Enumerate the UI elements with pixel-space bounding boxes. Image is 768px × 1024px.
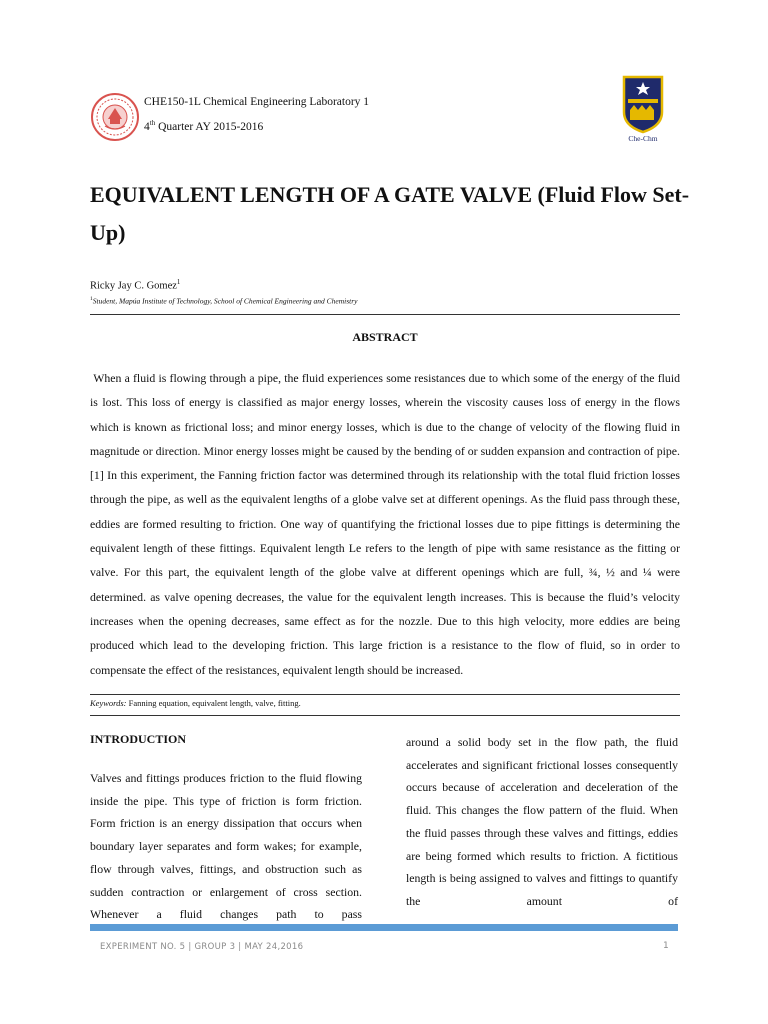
- abstract-body: [90, 366, 680, 682]
- introduction-right-column: around a solid body set in the flow path, the fluid accelerates and significant frictional losses consequently occurs because of acceleration and deceleration of the fluid. This changes the flow pattern of the fluid. When the fluid passes through these valves and fittings, eddies are being formed which results to friction. A fictitious length is being assigned to valves and fittings to quantify the amount of: [406, 735, 678, 908]
- quarter-number: 4: [144, 120, 150, 133]
- department-shield-logo: [620, 74, 666, 144]
- quarter-line: [144, 113, 369, 138]
- footer-bar: [90, 924, 678, 931]
- affiliation-text: Student, Mapúa Institute of Technology, School of Chemical Engineering and Chemistry: [92, 296, 358, 306]
- quarter-suffix: th: [149, 119, 156, 127]
- quarter-text: Quarter AY 2015-2016: [155, 120, 264, 133]
- abstract-text: When a fluid is flowing through a pipe, the fluid experiences some resistances due to which some of the energy of the fluid is lost. This loss of energy is classified as major energy losses, wherein the viscosity causes loss of energy in the flows which is known as frictional loss; and minor energy losses, which is due to the change of velocity of the flowing fluid in magnitude or direction. Minor energy losses might be caused by the bending of or sudden expansion and contraction of pipe. [1] In this experiment, the Fanning friction factor was determined through its relationship with the total fluid friction losses through the pipe, as well as the equivalent lengths of a globe valve set at different openings. As the fluid pass through these, eddies are formed resulting to friction. One way of quantifying the frictional losses due to pipe fittings is determining the equivalent length of these fittings. Equivalent length Le refers to the length of pipe with same resistance as the fitting or valve. For this part, the equivalent length of the globe valve at different openings which are full, ¾, ½ and ¼ were determined. as valve opening decreases, the value for the equivalent length increases. This is because the fluid’s velocity increases when the opening decreases, same effect as for the nozzle. Due to this high velocity, more eddies are being produced which lead to the developing friction. This large friction is a resistance to the flow of fluid, so in order to compensate the effect of the resistances, equivalent length should be increased.: [90, 371, 680, 677]
- divider-keywords-top: [90, 694, 680, 695]
- affiliation-superscript: 1: [90, 296, 93, 302]
- author-line: [90, 278, 180, 292]
- course-info: [144, 92, 369, 138]
- keywords-line: [90, 698, 301, 708]
- page-number: 1: [663, 941, 669, 951]
- keywords-label: Keywords:: [90, 698, 127, 708]
- university-seal-logo: [90, 92, 140, 142]
- divider-top: [90, 314, 680, 315]
- divider-keywords-bottom: [90, 715, 680, 716]
- introduction-left-column: Valves and fittings produces friction to the fluid flowing inside the pipe. This type of friction is form friction. Form friction is an energy dissipation that occurs when boundary layer separates and form wakes; for example, flow through valves, fittings, and obstruction such as sudden contraction or enlargement of cross section. Whenever a fluid changes path to pass: [90, 771, 362, 922]
- page-header: [0, 0, 768, 160]
- paper-title: EQUIVALENT LENGTH OF A GATE VALVE (Fluid Flow Set-Up): [90, 182, 690, 245]
- abstract-heading: ABSTRACT: [352, 330, 418, 344]
- introduction-heading: INTRODUCTION: [90, 732, 187, 746]
- keywords-text: Fanning equation, equivalent length, valve, fitting.: [128, 698, 301, 708]
- author-superscript: 1: [176, 278, 181, 286]
- logo-caption: Che-Chm: [628, 134, 658, 143]
- footer-text: EXPERIMENT NO. 5 | GROUP 3 | MAY 24,2016: [100, 942, 304, 952]
- author-name: Ricky Jay C. Gomez: [90, 280, 177, 292]
- affiliation-line: [90, 296, 357, 306]
- course-line: CHE150-1L Chemical Engineering Laboratory 1: [144, 96, 370, 108]
